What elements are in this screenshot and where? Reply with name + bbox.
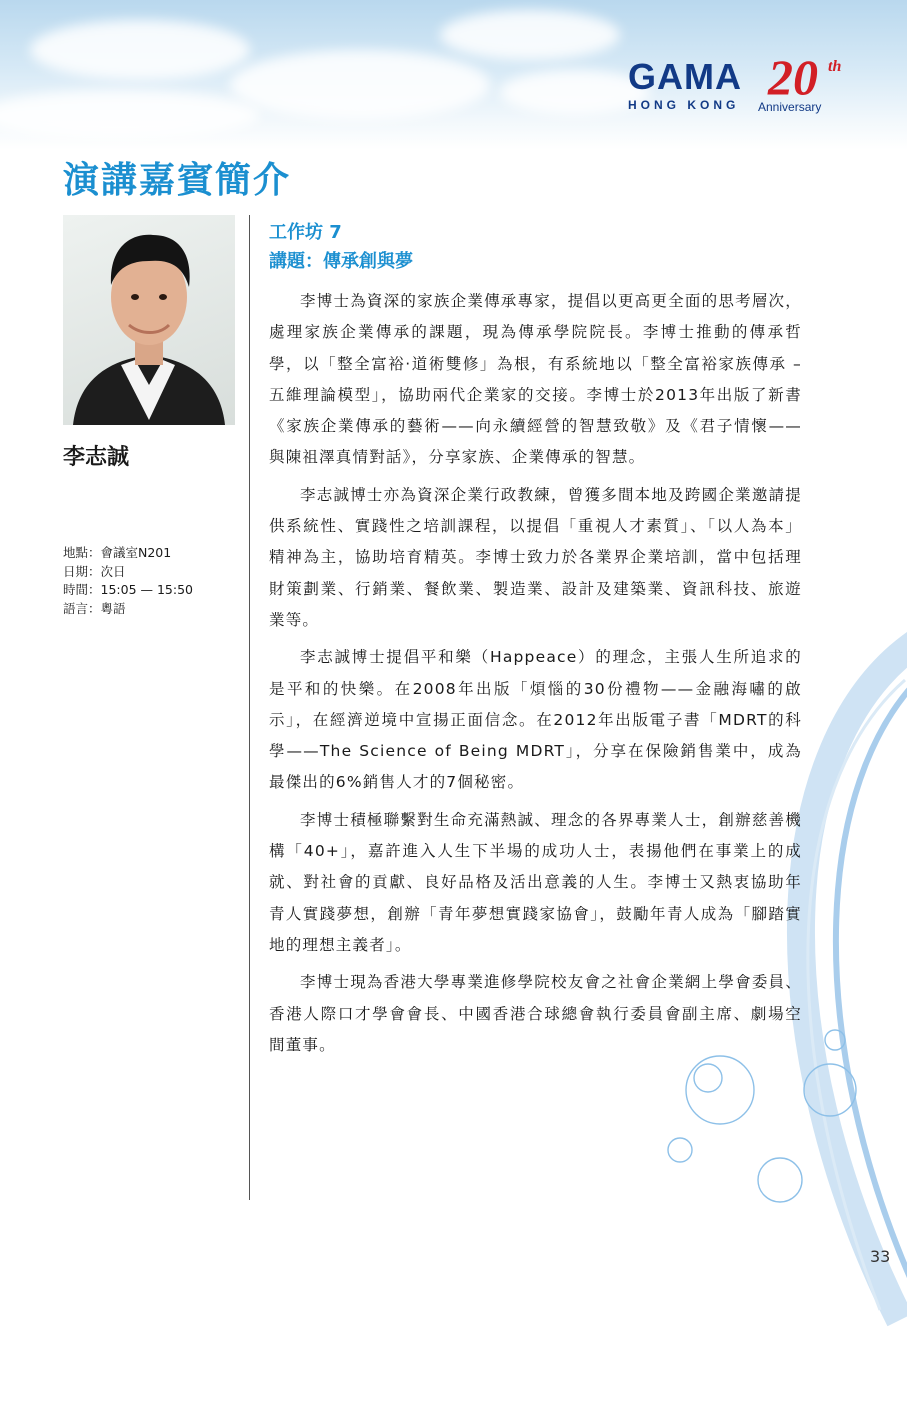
column-divider <box>249 215 250 1200</box>
cloud-decoration <box>0 90 260 140</box>
workshop-topic: 講題：傳承創與夢 <box>269 251 413 272</box>
bubble-icon <box>758 1158 802 1202</box>
speaker-name: 李志誠 <box>63 445 130 470</box>
cloud-decoration <box>30 20 250 80</box>
page-number: 33 <box>870 1247 891 1266</box>
logo-region-text: HONG KONG <box>628 98 740 112</box>
session-info <box>63 544 193 618</box>
cloud-decoration <box>230 50 490 120</box>
logo-th-text: th <box>828 58 842 75</box>
cloud-decoration <box>440 10 620 60</box>
workshop-title: 工作坊 7 <box>269 222 342 243</box>
bio-paragraph: 李博士現為香港大學專業進修學院校友會之社會企業網上學會委員、香港人際口才學會會長、中國香港合球總會執行委員會副主席、劇場空間董事。 <box>269 973 802 1054</box>
logo-20-text: 20 <box>768 49 818 105</box>
bio-paragraph: 李志誠博士提倡平和樂（Happeace）的理念，主張人生所追求的是平和的快樂。在2008年出版「煩惱的30份禮物——金融海嘯的啟示」，在經濟逆境中宣揚正面信念。在2012年出版電子書「MDRT的科學——The Science of Being MDRT」，分享在保險銷售業中，成為最傑出的6%銷售人才的7個秘密。 <box>269 648 802 792</box>
speaker-portrait-icon <box>63 215 235 425</box>
date-text: 日期：次日 <box>63 563 126 579</box>
bubble-icon <box>694 1064 722 1092</box>
bio-paragraph: 李志誠博士亦為資深企業行政教練，曾獲多間本地及跨國企業邀請提供系統性、實踐性之培訓課程，以提倡「重視人才素質」、「以人為本」精神為主，協助培育精英。李博士致力於各業界企業培訓，當中包括理財策劃業、行銷業、餐飲業、製造業、設計及建築業、資訊科技、旅遊業等。 <box>269 485 802 629</box>
venue-text: 地點：會議室N201 <box>63 545 172 560</box>
logo-gama-text: GAMA <box>628 56 742 97</box>
speaker-photo <box>63 215 235 425</box>
logo-anniversary-text: Anniversary <box>758 100 822 114</box>
bio-paragraph: 李博士為資深的家族企業傳承專家，提倡以更高更全面的思考層次，處理家族企業傳承的課題，現為傳承學院院長。李博士推動的傳承哲學，以「整全富裕‧道術雙修」為根，有系統地以「整全富裕家族傳承 – 五維理論模型」，協助兩代企業家的交接。李博士於2013年出版了新書《家族企業傳承的藝術——向永續經營的智慧致敬》及《君子情懷——與陳祖澤真情對話》，分享家族、企業傳承的智慧。 <box>269 292 802 467</box>
bio-paragraph: 李博士積極聯繫對生命充滿熱誠、理念的各界專業人士，創辦慈善機構「40+」，嘉許進入人生下半場的成功人士，表揚他們在事業上的成就、對社會的貢獻、良好品格及活出意義的人生。李博士又熱衷協助年青人實踐夢想，創辦「青年夢想實踐家協會」，鼓勵年青人成為「腳踏實地的理想主義者」。 <box>269 810 802 954</box>
bubble-icon <box>668 1138 692 1162</box>
language-text: 語言：粵語 <box>63 600 126 616</box>
speaker-biography <box>269 286 802 1067</box>
gama-20th-anniversary-logo <box>620 49 850 122</box>
page-title: 演講嘉賓簡介 <box>63 160 292 201</box>
time-text: 時間：15:05 — 15:50 <box>63 582 193 597</box>
